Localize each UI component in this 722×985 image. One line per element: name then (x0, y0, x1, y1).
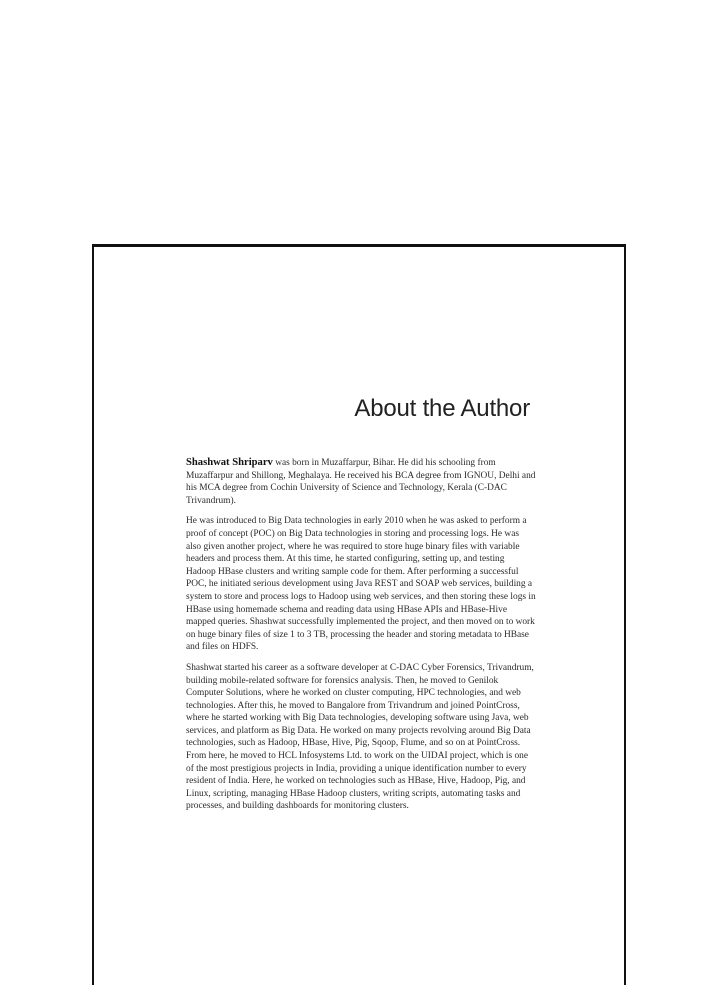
bio-paragraph-3: Shashwat started his career as a software developer at C-DAC Cyber Forensics, Trivandrum, building mobile-related software for forensics analysis. Then, he moved to Genilok Computer Solutions, where he worked on cluster computing, HPC technologies, and web technologies. After this, he moved to Bangalore from Trivandrum and joined PointCross, where he started working with Big Data technologies, developing software using Java, web services, and platform as Big Data. He worked on many projects revolving around Big Data technologies, such as Hadoop, HBase, Hive, Pig, Sqoop, Flume, and so on at PointCross. From here, he moved to HCL Infosystems Ltd. to work on the UIDAI project, which is one of the most prestigious projects in India, providing a unique identification number to every resident of India. Here, he worked on technologies such as HBase, Hive, Hadoop, Pig, and Linux, scripting, managing HBase Hadoop clusters, writing scripts, automating tasks and processes, and building dashboards for monitoring clusters. (186, 662, 534, 812)
page-frame (92, 244, 626, 985)
bio-paragraph-2: He was introduced to Big Data technologies in early 2010 when he was asked to perform a proof of concept (POC) on Big Data technologies in storing and processing logs. He was also given another project, where he was required to store huge binary files with variable headers and process them. At this time, he started configuring, setting up, and testing Hadoop HBase clusters and writing sample code for them. After performing a successful POC, he initiated serious development using Java REST and SOAP web services, building a system to store and process logs to Hadoop using web services, and then storing these logs in HBase using homemade schema and reading data using HBase APIs and HBase-Hive mapped queries. Shashwat successfully implemented the project, and then moved on to work on huge binary files of size 1 to 3 TB, processing the header and storing metadata to HBase and files on HDFS. (186, 516, 536, 653)
bio-paragraph-1-text: was born in Muzaffarpur, Bihar. He did his schooling from Muzaffarpur and Shillong, Meghalaya. He received his BCA degree from IGNOU, Delhi and his MCA degree from Cochin University of Science and Technology, Kerala (C-DAC Trivandrum). (186, 458, 536, 506)
author-name: Shashwat Shriparv (186, 457, 273, 468)
author-bio (186, 457, 536, 821)
page-title: About the Author (354, 395, 530, 422)
bio-paragraph-1 (186, 457, 536, 507)
